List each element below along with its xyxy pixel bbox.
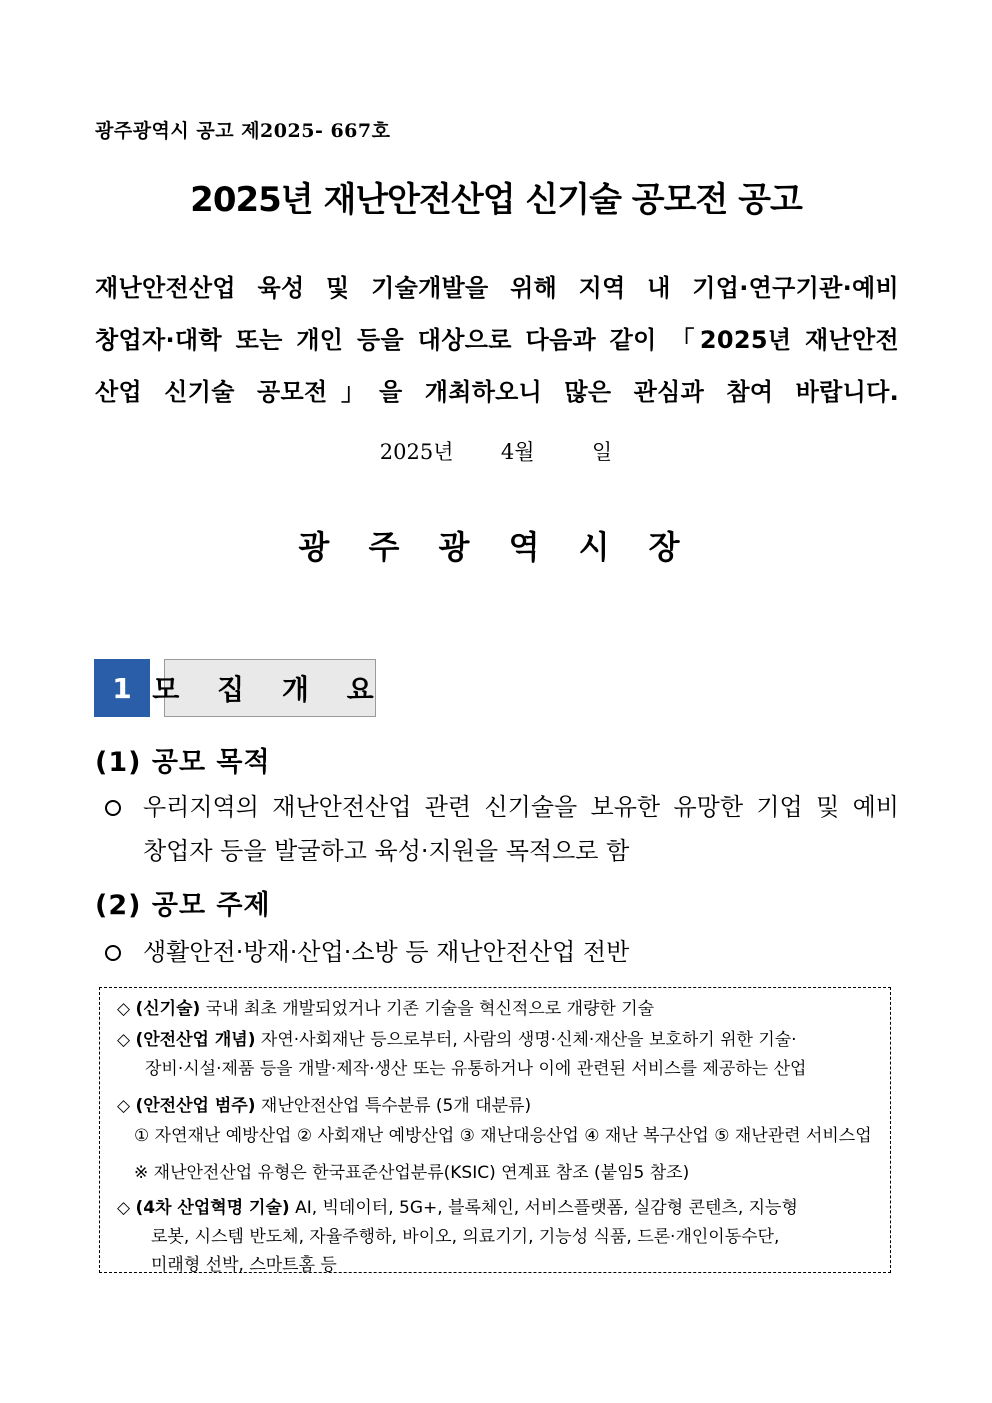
def-4th-ir: ◇ (4차 산업혁명 기술) AI, 빅데이터, 5G+, 블록체인, 서비스플랫폼, 실감형 콘텐츠, 지능형	[117, 1198, 798, 1218]
purpose-line: 창업자 등을 발굴하고 육성·지원을 목적으로 함	[143, 837, 630, 865]
definitions-box	[99, 987, 891, 1273]
date-year: 2025년	[379, 440, 454, 464]
diamond-icon: ◇	[117, 1030, 131, 1050]
purpose-line: 우리지역의 재난안전산업 관련 신기술을 보유한 유망한 기업 및 예비	[143, 793, 899, 821]
bullet-ring-icon	[105, 930, 121, 974]
date-day: 일	[591, 440, 613, 464]
def-safety-note: ※ 재난안전산업 유형은 한국표준산업분류(KSIC) 연계표 참조 (붙임5 참조)	[134, 1163, 690, 1183]
def-4th-ir-cont: 로봇, 시스템 반도체, 자율주행하, 바이오, 의료기기, 기능성 식품, 드론·개인이동수단,	[151, 1227, 780, 1247]
section-title: 모 집 개 요	[164, 659, 376, 717]
intro-line: 재난안전산업 육성 및 기술개발을 위해 지역 내 기업·연구기관·예비	[95, 274, 899, 302]
page-title: 2025년 재난안전산업 신기술 공모전 공고	[190, 180, 802, 220]
purpose-text	[143, 785, 899, 873]
date-month: 4월	[500, 440, 535, 464]
def-safety-concept: ◇ (안전산업 개념) 자연·사회재난 등으로부터, 사람의 생명·신체·재산을 보호하기 위한 기술·	[117, 1030, 797, 1050]
notice-number: 광주광역시 공고 제2025- 667호	[95, 120, 391, 142]
def-safety-concept-cont: 장비·시설·제품 등을 개발·제작·생산 또는 유통하거나 이에 관련된 서비스를 제공하는 산업	[145, 1059, 807, 1079]
diamond-icon: ◇	[117, 1198, 131, 1218]
bullet-ring-icon	[105, 785, 121, 829]
theme-heading: (2) 공모 주제	[95, 890, 271, 921]
def-safety-scope: ◇ (안전산업 범주) 재난안전산업 특수분류 (5개 대분류)	[117, 1096, 532, 1116]
def-4th-ir-cont: 미래형 선박, 스마트홈 등	[151, 1255, 337, 1275]
intro-paragraph	[95, 262, 899, 418]
purpose-heading: (1) 공모 목적	[95, 747, 271, 778]
notice-date	[0, 436, 992, 466]
def-new-tech: ◇ (신기술) 국내 최초 개발되었거나 기존 기술을 혁신적으로 개량한 기술	[117, 999, 655, 1019]
diamond-icon: ◇	[117, 999, 131, 1019]
issuer-name: 광 주 광 역 시 장	[298, 528, 694, 566]
intro-line: 산업 신기술 공모전」을 개최하오니 많은 관심과 참여 바랍니다.	[95, 378, 899, 406]
section-number: 1	[94, 659, 150, 717]
diamond-icon: ◇	[117, 1096, 131, 1116]
intro-line: 창업자·대학 또는 개인 등을 대상으로 다음과 같이 「2025년 재난안전	[95, 326, 899, 354]
theme-text: 생활안전·방재·산업·소방 등 재난안전산업 전반	[143, 938, 630, 966]
def-safety-categories: ① 자연재난 예방산업 ② 사회재난 예방산업 ③ 재난대응산업 ④ 재난 복구산업 ⑤ 재난관련 서비스업	[134, 1126, 872, 1146]
